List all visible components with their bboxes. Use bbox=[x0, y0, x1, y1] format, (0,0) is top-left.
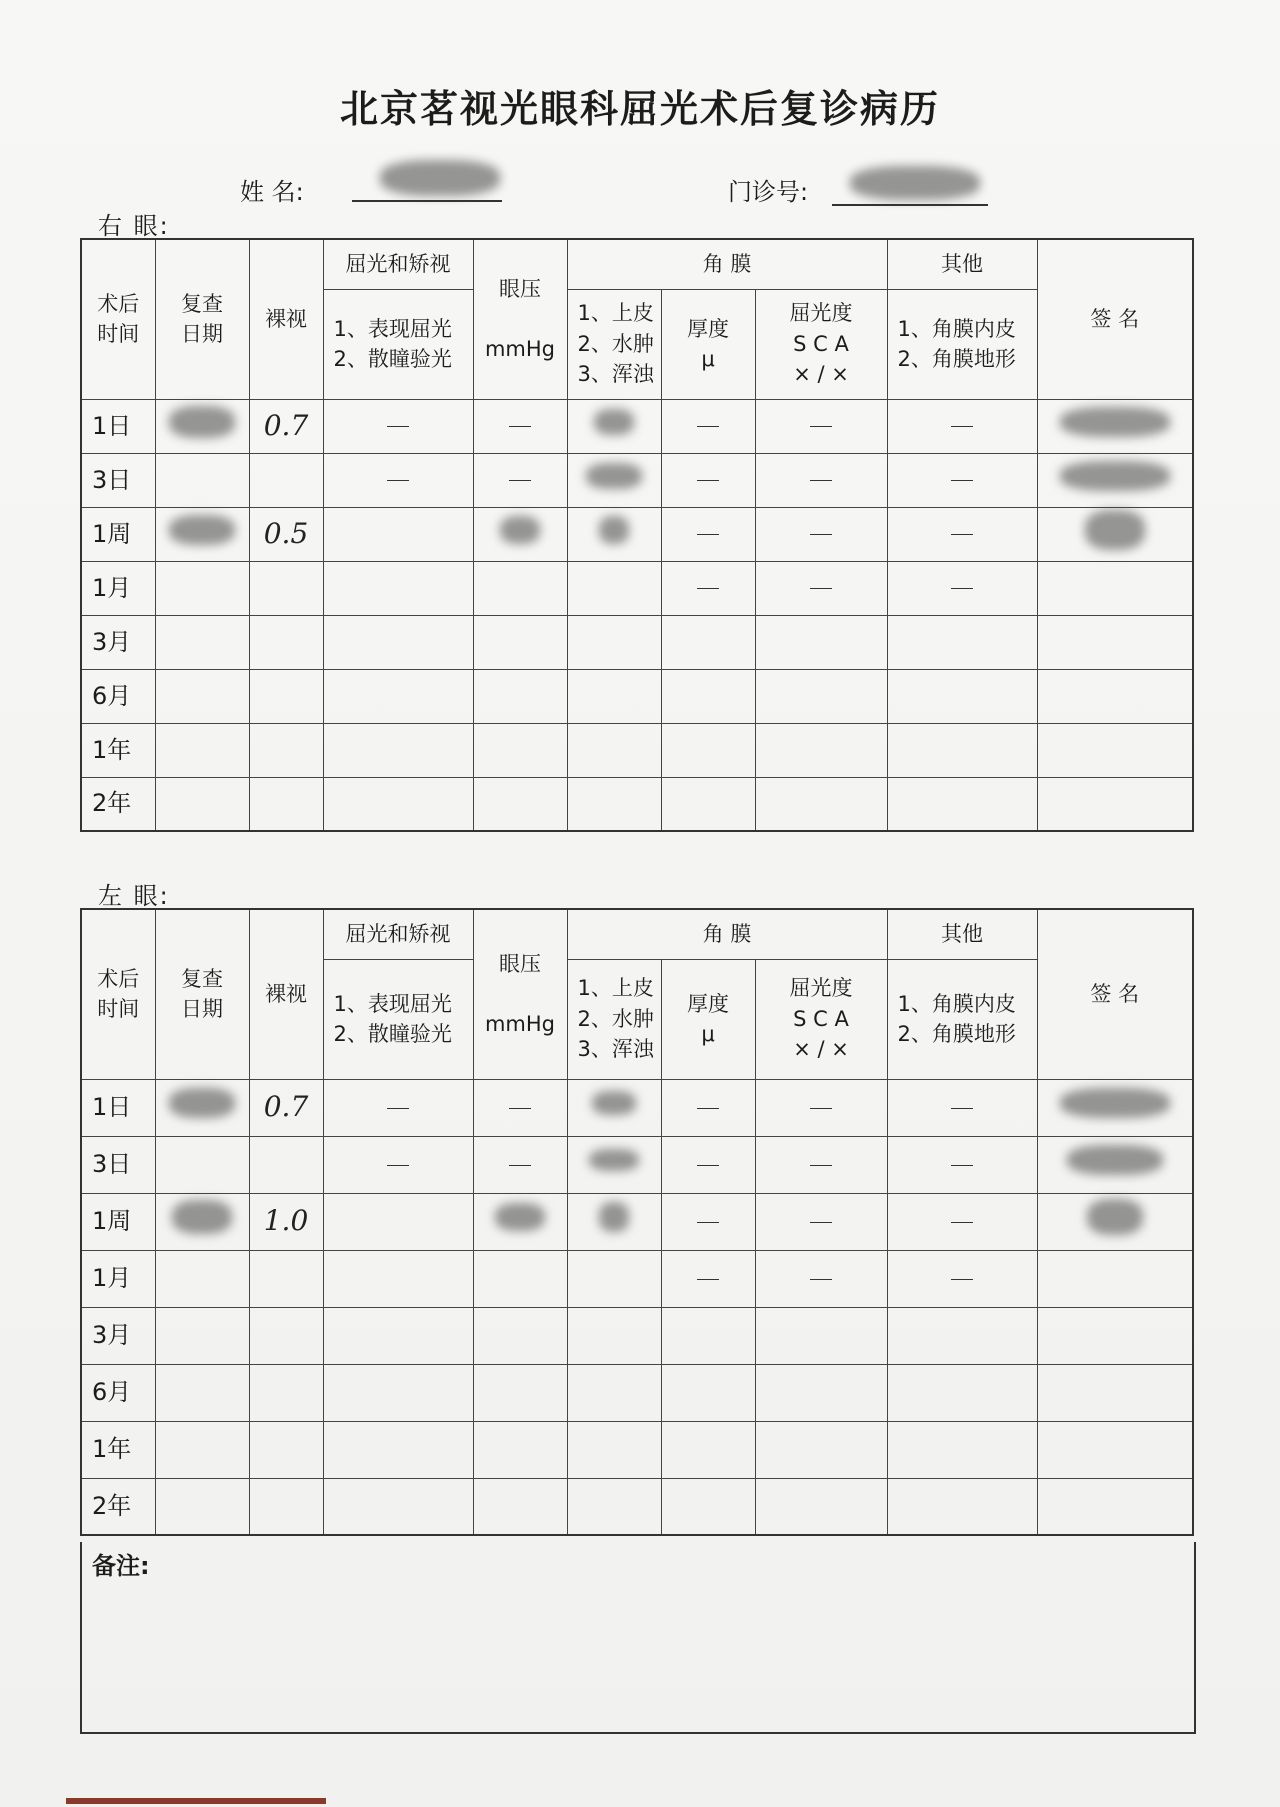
dash-mark bbox=[951, 534, 973, 535]
iop-cell bbox=[473, 1136, 567, 1193]
vision-cell: 0.7 bbox=[249, 399, 323, 453]
table-row bbox=[81, 723, 1193, 777]
dash-mark bbox=[951, 426, 973, 427]
refraction-cell bbox=[323, 507, 473, 561]
redacted-date bbox=[172, 1200, 232, 1234]
row-time: 3日 bbox=[81, 1136, 155, 1193]
iop-cell bbox=[473, 1193, 567, 1250]
dash-mark bbox=[697, 1222, 719, 1223]
table-row bbox=[81, 1250, 1193, 1307]
refraction-cell bbox=[323, 1079, 473, 1136]
row-time: 6月 bbox=[81, 1364, 155, 1421]
left-eye-table bbox=[80, 908, 1194, 1536]
cornea-cell bbox=[567, 399, 661, 453]
row-time: 3月 bbox=[81, 1307, 155, 1364]
thickness-cell bbox=[661, 561, 755, 615]
exam-date-cell bbox=[155, 453, 249, 507]
table-row bbox=[81, 1421, 1193, 1478]
hdr-naked-vision: 裸视 bbox=[249, 239, 323, 399]
other-cell bbox=[887, 561, 1037, 615]
table-row bbox=[81, 453, 1193, 507]
other-cell bbox=[887, 507, 1037, 561]
table-row bbox=[81, 669, 1193, 723]
other-cell bbox=[887, 1136, 1037, 1193]
table-row bbox=[81, 1079, 1193, 1136]
dash-mark bbox=[951, 1108, 973, 1109]
signature-cell bbox=[1037, 453, 1193, 507]
hdr-naked-vision: 裸视 bbox=[249, 909, 323, 1079]
dash-mark bbox=[951, 1279, 973, 1280]
iop-cell bbox=[473, 399, 567, 453]
name-field-line bbox=[352, 200, 502, 202]
row-time: 2年 bbox=[81, 1478, 155, 1535]
dash-mark bbox=[810, 588, 832, 589]
dash-mark bbox=[951, 1165, 973, 1166]
handwritten-note bbox=[599, 1202, 629, 1232]
iop-cell bbox=[473, 453, 567, 507]
signature-cell bbox=[1037, 1079, 1193, 1136]
hdr-other-items: 1、角膜内皮 2、角膜地形 bbox=[887, 959, 1037, 1079]
handwritten-note bbox=[599, 516, 629, 544]
dash-mark bbox=[951, 588, 973, 589]
hdr-refraction-items: 1、表现屈光 2、散瞳验光 bbox=[323, 289, 473, 399]
vision-cell: 1.0 bbox=[249, 1193, 323, 1250]
dash-mark bbox=[697, 1165, 719, 1166]
other-cell bbox=[887, 399, 1037, 453]
dash-mark bbox=[509, 480, 531, 481]
other-cell bbox=[887, 1250, 1037, 1307]
hdr-cornea: 角 膜 bbox=[567, 909, 887, 959]
hdr-other: 其他 bbox=[887, 909, 1037, 959]
row-time: 3日 bbox=[81, 453, 155, 507]
thickness-cell bbox=[661, 1250, 755, 1307]
hdr-cornea-items: 1、上皮 2、水肿 3、浑浊 bbox=[567, 289, 661, 399]
signature-cell bbox=[1037, 507, 1193, 561]
diopter-cell bbox=[755, 399, 887, 453]
cornea-cell bbox=[567, 1079, 661, 1136]
dash-mark bbox=[509, 426, 531, 427]
dash-mark bbox=[387, 1108, 409, 1109]
dash-mark bbox=[387, 480, 409, 481]
table-row bbox=[81, 777, 1193, 831]
thickness-cell bbox=[661, 399, 755, 453]
redacted-date bbox=[169, 406, 235, 438]
redacted-signature bbox=[1060, 407, 1170, 437]
thickness-cell bbox=[661, 1079, 755, 1136]
redacted-signature bbox=[1087, 1199, 1143, 1235]
row-time: 3月 bbox=[81, 615, 155, 669]
redacted-signature bbox=[1067, 1145, 1163, 1175]
exam-date-cell bbox=[155, 1079, 249, 1136]
bottom-edge-mark bbox=[66, 1798, 326, 1804]
iop-cell bbox=[473, 507, 567, 561]
redacted-name bbox=[380, 160, 500, 196]
diopter-cell bbox=[755, 1079, 887, 1136]
hdr-signature: 签 名 bbox=[1037, 239, 1193, 399]
dash-mark bbox=[810, 1108, 832, 1109]
handwritten-note bbox=[592, 1091, 636, 1115]
redacted-clinic-id bbox=[850, 166, 980, 200]
dash-mark bbox=[697, 1279, 719, 1280]
row-time: 1年 bbox=[81, 1421, 155, 1478]
row-time: 1日 bbox=[81, 1079, 155, 1136]
table-row bbox=[81, 1193, 1193, 1250]
thickness-cell bbox=[661, 1193, 755, 1250]
remarks-box bbox=[80, 1542, 1196, 1734]
diopter-cell bbox=[755, 507, 887, 561]
cornea-cell bbox=[567, 507, 661, 561]
handwritten-note bbox=[594, 409, 634, 435]
right-eye-label: 右 眼: bbox=[98, 212, 170, 240]
refraction-cell bbox=[323, 453, 473, 507]
hdr-thickness: 厚度 μ bbox=[661, 289, 755, 399]
dash-mark bbox=[951, 480, 973, 481]
hdr-diopter: 屈光度 S C A × / × bbox=[755, 289, 887, 399]
dash-mark bbox=[810, 534, 832, 535]
diopter-cell bbox=[755, 453, 887, 507]
redacted-iop bbox=[500, 516, 540, 544]
dash-mark bbox=[697, 588, 719, 589]
table-row bbox=[81, 615, 1193, 669]
name-label: 姓 名: bbox=[240, 178, 304, 206]
hdr-refraction: 屈光和矫视 bbox=[323, 239, 473, 289]
hdr-diopter: 屈光度 S C A × / × bbox=[755, 959, 887, 1079]
refraction-cell bbox=[323, 1136, 473, 1193]
dash-mark bbox=[509, 1108, 531, 1109]
signature-cell bbox=[1037, 1136, 1193, 1193]
page-title: 北京茗视光眼科屈光术后复诊病历 bbox=[339, 87, 940, 131]
exam-date-cell bbox=[155, 507, 249, 561]
dash-mark bbox=[697, 426, 719, 427]
signature-cell bbox=[1037, 1193, 1193, 1250]
exam-date-cell bbox=[155, 1193, 249, 1250]
table-row bbox=[81, 507, 1193, 561]
row-time: 1年 bbox=[81, 723, 155, 777]
dash-mark bbox=[509, 1165, 531, 1166]
row-time: 1月 bbox=[81, 1250, 155, 1307]
cornea-cell bbox=[567, 1193, 661, 1250]
dash-mark bbox=[951, 1222, 973, 1223]
table-row bbox=[81, 1478, 1193, 1535]
dash-mark bbox=[697, 480, 719, 481]
thickness-cell bbox=[661, 507, 755, 561]
hdr-iop: 眼压 mmHg bbox=[473, 239, 567, 399]
dash-mark bbox=[387, 1165, 409, 1166]
hdr-cornea-items: 1、上皮 2、水肿 3、浑浊 bbox=[567, 959, 661, 1079]
dash-mark bbox=[810, 1165, 832, 1166]
redacted-signature bbox=[1085, 510, 1145, 550]
exam-date-cell bbox=[155, 399, 249, 453]
cornea-cell bbox=[567, 453, 661, 507]
remarks-label: 备注: bbox=[92, 1552, 150, 1580]
hdr-signature: 签 名 bbox=[1037, 909, 1193, 1079]
redacted-iop bbox=[495, 1203, 545, 1231]
row-time: 1日 bbox=[81, 399, 155, 453]
left-eye-label: 左 眼: bbox=[98, 882, 170, 910]
thickness-cell bbox=[661, 1136, 755, 1193]
dash-mark bbox=[810, 1222, 832, 1223]
vision-cell: 0.5 bbox=[249, 507, 323, 561]
hdr-iop: 眼压 mmHg bbox=[473, 909, 567, 1079]
hdr-post-op-time: 术后 时间 bbox=[81, 239, 155, 399]
hdr-other: 其他 bbox=[887, 239, 1037, 289]
signature-cell bbox=[1037, 399, 1193, 453]
row-time: 1周 bbox=[81, 507, 155, 561]
dash-mark bbox=[387, 426, 409, 427]
iop-cell bbox=[473, 1079, 567, 1136]
right-eye-table bbox=[80, 238, 1194, 832]
hdr-other-items: 1、角膜内皮 2、角膜地形 bbox=[887, 289, 1037, 399]
other-cell bbox=[887, 1079, 1037, 1136]
dash-mark bbox=[697, 1108, 719, 1109]
refraction-cell bbox=[323, 399, 473, 453]
table-row bbox=[81, 561, 1193, 615]
vision-cell bbox=[249, 453, 323, 507]
table-row bbox=[81, 399, 1193, 453]
thickness-cell bbox=[661, 453, 755, 507]
row-time: 2年 bbox=[81, 777, 155, 831]
dash-mark bbox=[810, 426, 832, 427]
dash-mark bbox=[810, 480, 832, 481]
vision-cell: 0.7 bbox=[249, 1079, 323, 1136]
diopter-cell bbox=[755, 561, 887, 615]
hdr-exam-date: 复查 日期 bbox=[155, 909, 249, 1079]
diopter-cell bbox=[755, 1193, 887, 1250]
other-cell bbox=[887, 453, 1037, 507]
dash-mark bbox=[810, 1279, 832, 1280]
hdr-post-op-time: 术后 时间 bbox=[81, 909, 155, 1079]
handwritten-note bbox=[586, 463, 642, 489]
row-time: 1周 bbox=[81, 1193, 155, 1250]
redacted-signature bbox=[1060, 1088, 1170, 1118]
hdr-thickness: 厚度 μ bbox=[661, 959, 755, 1079]
hdr-refraction: 屈光和矫视 bbox=[323, 909, 473, 959]
dash-mark bbox=[697, 534, 719, 535]
other-cell bbox=[887, 1193, 1037, 1250]
clinic-id-field-line bbox=[832, 204, 988, 206]
cornea-cell bbox=[567, 1136, 661, 1193]
table-row bbox=[81, 1136, 1193, 1193]
row-time: 1月 bbox=[81, 561, 155, 615]
hdr-refraction-items: 1、表现屈光 2、散瞳验光 bbox=[323, 959, 473, 1079]
table-row bbox=[81, 1364, 1193, 1421]
hdr-cornea: 角 膜 bbox=[567, 239, 887, 289]
clinic-id-label: 门诊号: bbox=[728, 178, 809, 206]
row-time: 6月 bbox=[81, 669, 155, 723]
diopter-cell bbox=[755, 1250, 887, 1307]
diopter-cell bbox=[755, 1136, 887, 1193]
redacted-signature bbox=[1060, 461, 1170, 491]
hdr-exam-date: 复查 日期 bbox=[155, 239, 249, 399]
redacted-date bbox=[169, 515, 235, 545]
table-row bbox=[81, 1307, 1193, 1364]
handwritten-note bbox=[589, 1149, 639, 1171]
redacted-date bbox=[169, 1088, 235, 1118]
